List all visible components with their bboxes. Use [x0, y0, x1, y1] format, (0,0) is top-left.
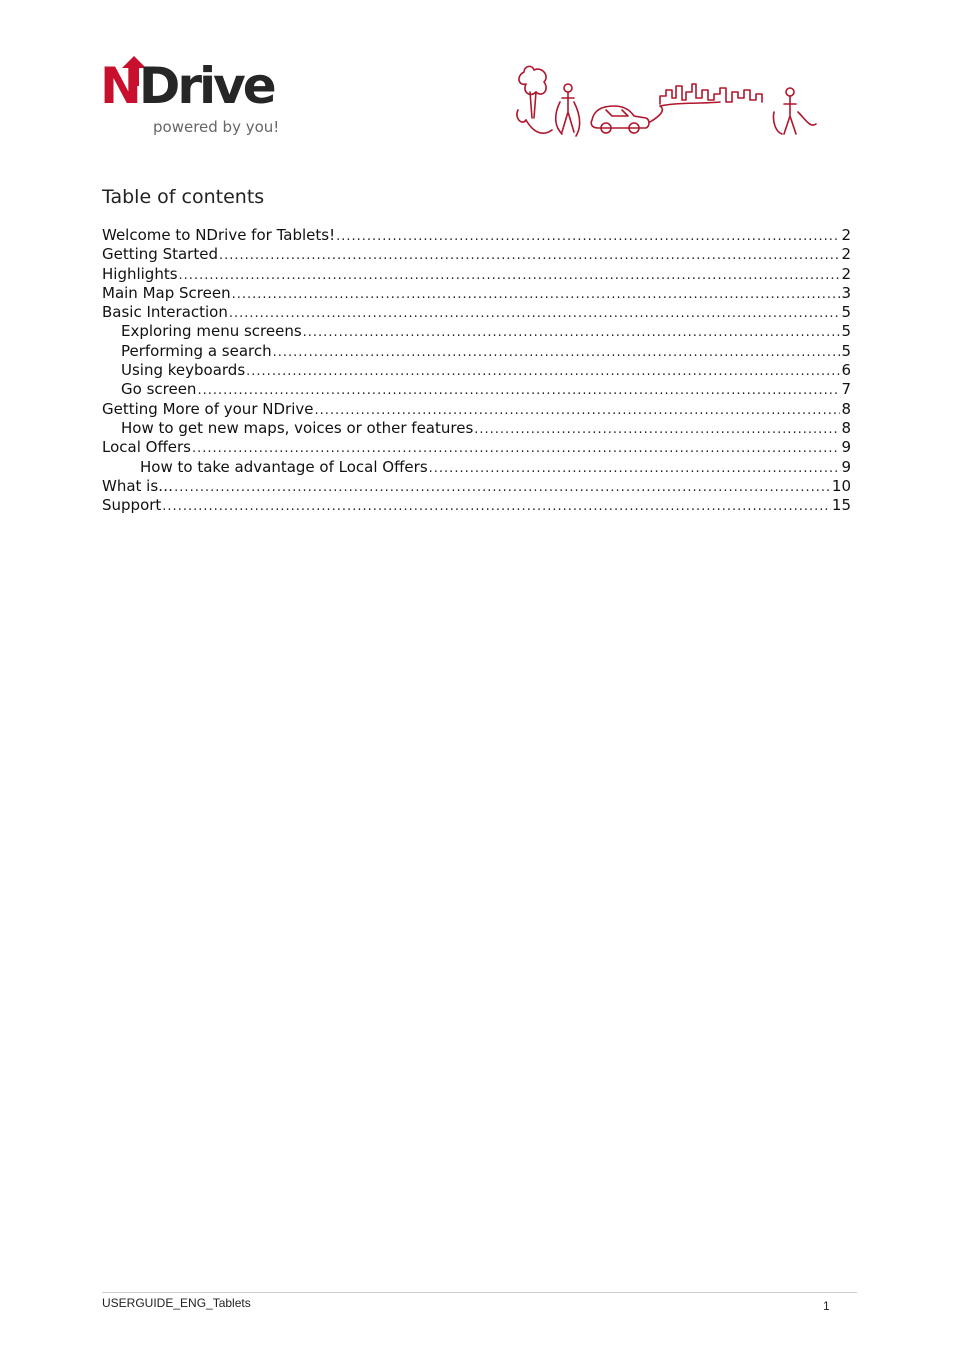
toc-entry-title: Using keyboards	[121, 361, 246, 380]
toc-entry[interactable]	[102, 458, 851, 477]
toc-dot-leader	[429, 459, 841, 477]
toc-entry[interactable]	[102, 342, 851, 361]
toc-entry-page: 9	[841, 438, 851, 457]
toc-entry-title: How to take advantage of Local Offers	[140, 457, 428, 476]
toc-entry[interactable]	[102, 496, 851, 515]
toc-list	[102, 226, 851, 515]
toc-entry[interactable]	[102, 284, 851, 303]
toc-dot-leader	[174, 478, 831, 496]
toc-dot-leader	[229, 304, 841, 322]
toc-entry-title: How to get new maps, voices or other features	[121, 418, 474, 437]
toc-entry-page: 2	[841, 226, 851, 244]
toc-entry-page: 3	[841, 283, 851, 302]
toc-entry[interactable]	[102, 226, 851, 245]
toc-entry-page: 6	[841, 361, 851, 380]
toc-entry-page: 2	[841, 264, 851, 283]
toc-dot-leader	[197, 381, 840, 399]
toc-dot-leader	[246, 362, 840, 380]
ndrive-logo	[100, 56, 280, 140]
footer-divider	[102, 1292, 857, 1293]
toc-entry-title: Getting More of your NDrive	[102, 399, 314, 418]
toc-entry-page: 8	[841, 399, 851, 418]
toc-dot-leader	[179, 266, 841, 284]
toc-entry-title: What is…	[102, 476, 174, 495]
logo-tagline: powered by you!	[153, 118, 280, 136]
toc-dot-leader	[474, 420, 840, 438]
toc-entry-page: 2	[841, 245, 851, 264]
toc-entry[interactable]	[102, 477, 851, 496]
toc-entry[interactable]	[102, 265, 851, 284]
toc-entry-title: Main Map Screen	[102, 283, 231, 302]
toc-entry-title: Support	[102, 496, 162, 515]
toc-entry-page: 9	[841, 457, 851, 476]
toc-dot-leader	[232, 285, 841, 303]
toc-entry-page: 15	[831, 496, 851, 515]
toc-dot-leader	[192, 439, 840, 457]
toc-entry-page: 5	[841, 322, 851, 341]
toc-entry-page: 8	[841, 418, 851, 437]
toc-entry[interactable]	[102, 245, 851, 264]
footer-document-id: USERGUIDE_ENG_Tablets	[102, 1296, 251, 1310]
toc-dot-leader	[314, 401, 840, 419]
toc-entry-title: Welcome to NDrive for Tablets!	[102, 226, 336, 244]
toc-dot-leader	[273, 343, 841, 361]
toc-entry-title: Performing a search	[121, 341, 272, 360]
toc-entry[interactable]	[102, 380, 851, 399]
toc-entry-title: Basic Interaction	[102, 303, 228, 322]
toc-entry-title: Local Offers	[102, 438, 191, 457]
toc-dot-leader	[219, 246, 840, 264]
logo-word: Drive	[138, 57, 274, 115]
footer-page-number: 1	[823, 1299, 830, 1313]
toc-dot-leader	[303, 323, 841, 341]
toc-entry-page: 5	[841, 341, 851, 360]
toc-heading: Table of contents	[102, 186, 265, 208]
toc-entry[interactable]	[102, 322, 851, 341]
toc-entry[interactable]	[102, 361, 851, 380]
toc-entry-page: 7	[841, 380, 851, 399]
logo-wordmark	[100, 56, 274, 116]
toc-entry-page: 10	[831, 476, 851, 495]
toc-entry-page: 5	[841, 303, 851, 322]
city-street-illustration-icon	[510, 62, 822, 146]
toc-dot-leader	[162, 497, 831, 515]
toc-entry-title: Go screen	[121, 380, 197, 399]
toc-dot-leader	[336, 227, 840, 245]
logo-initial: N	[100, 57, 139, 115]
toc-entry[interactable]	[102, 400, 851, 419]
toc-entry-title: Getting Started	[102, 245, 218, 264]
toc-entry[interactable]	[102, 303, 851, 322]
toc-entry[interactable]	[102, 419, 851, 438]
toc-entry-title: Highlights	[102, 264, 178, 283]
toc-entry-title: Exploring menu screens	[121, 322, 302, 341]
toc-entry[interactable]	[102, 438, 851, 457]
